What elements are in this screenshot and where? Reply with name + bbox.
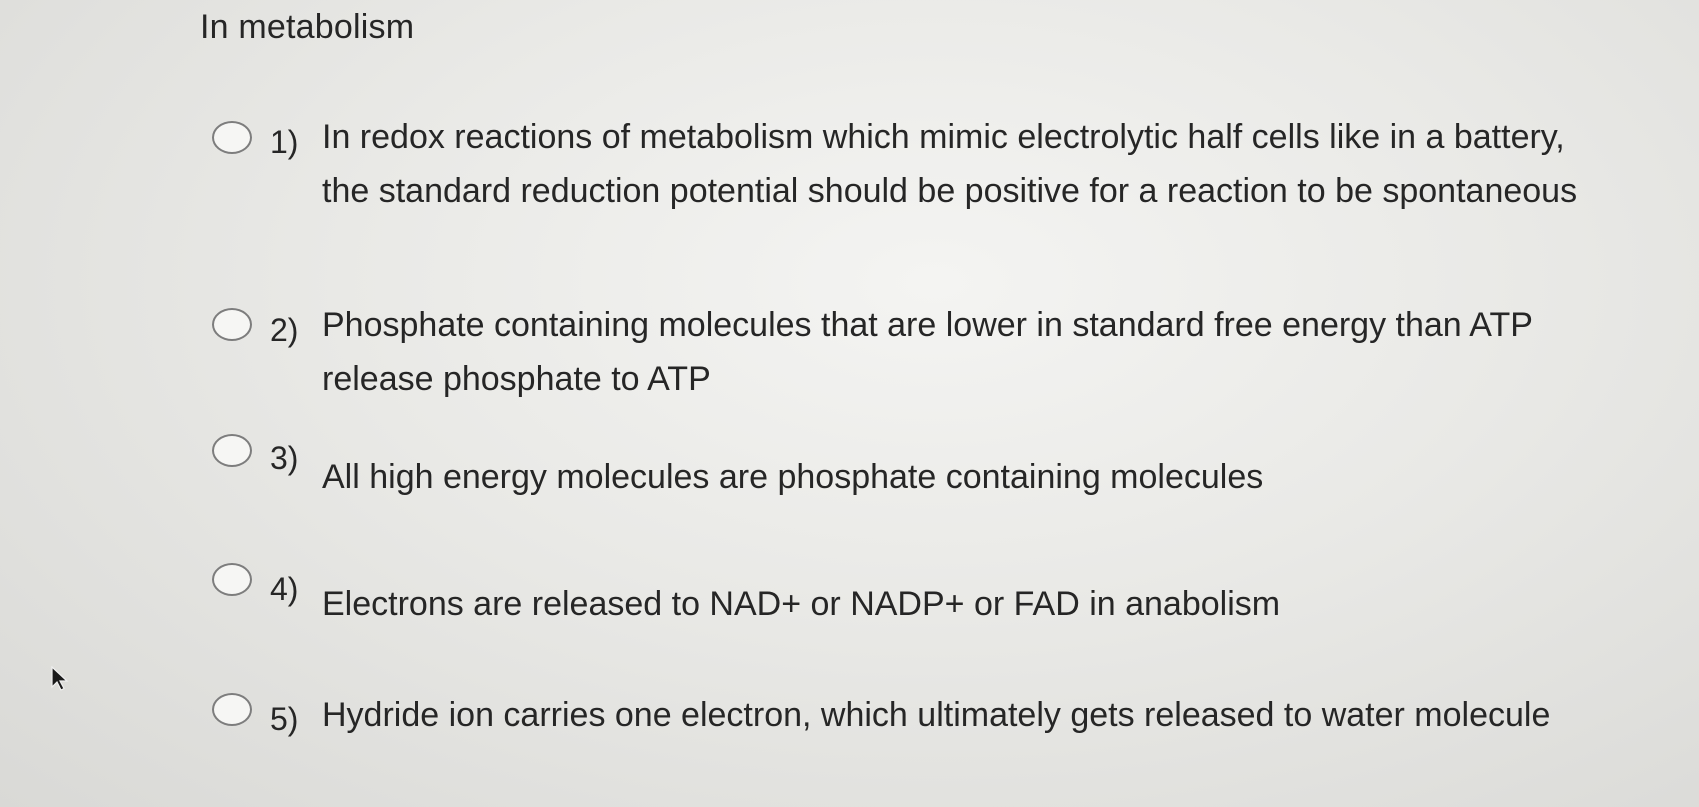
question-title: In metabolism — [200, 8, 415, 46]
radio-button-icon[interactable] — [212, 563, 252, 596]
mouse-pointer-icon — [50, 666, 72, 692]
option-number: 3) — [270, 440, 299, 476]
option-number: 2) — [270, 312, 299, 348]
radio-button-icon[interactable] — [212, 308, 252, 341]
radio-button-icon[interactable] — [212, 693, 252, 726]
radio-button-icon[interactable] — [212, 121, 252, 154]
option-number: 4) — [270, 571, 299, 607]
option-text: All high energy molecules are phosphate containing molecules — [322, 458, 1264, 496]
option-text: Phosphate containing molecules that are lower in standard free energy than ATP release phosphate to ATP — [322, 306, 1533, 398]
option-number: 1) — [270, 124, 299, 160]
option-number: 5) — [270, 701, 299, 737]
radio-button-icon[interactable] — [212, 434, 252, 467]
option-text: Hydride ion carries one electron, which ultimately gets released to water molecule — [322, 696, 1551, 734]
option-text: In redox reactions of metabolism which mimic electrolytic half cells like in a battery, the standard reduction potential should be positive for a reaction to be spontaneous — [322, 118, 1578, 210]
option-text: Electrons are released to NAD+ or NADP+ or FAD in anabolism — [322, 585, 1281, 623]
